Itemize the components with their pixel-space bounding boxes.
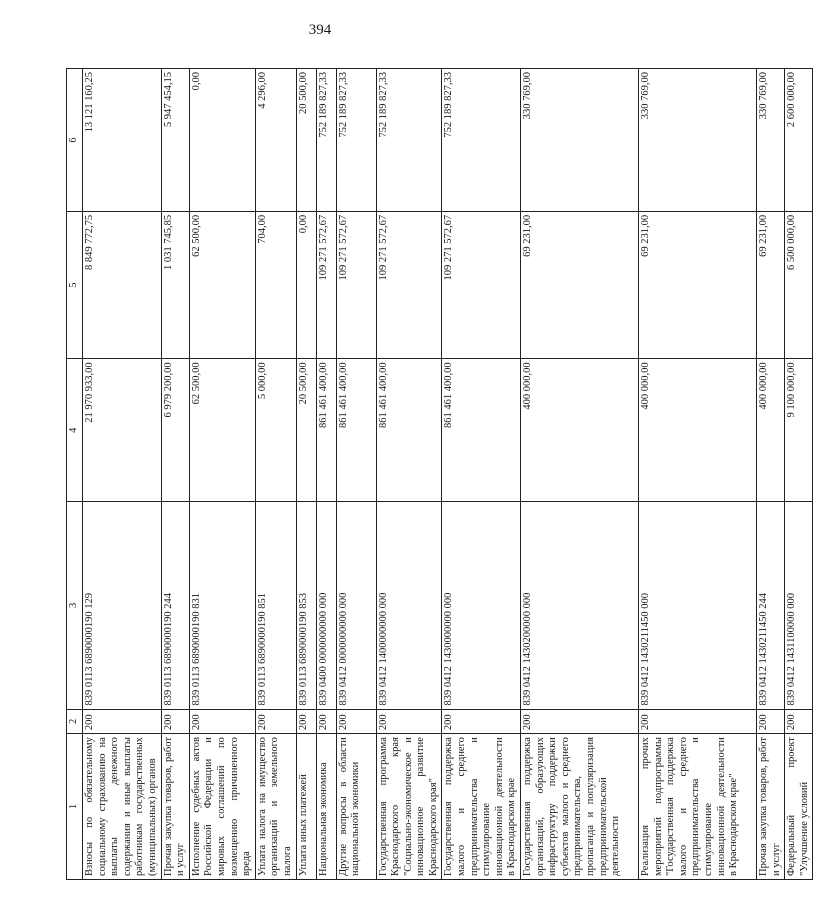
- table-cell: Федеральный проект "Улучшение условий: [785, 734, 813, 880]
- table-cell: Исполнение судебных актов Российской Федерации и мировых соглашений по возмещению причиненного вреда: [189, 734, 255, 880]
- table-cell: 839 0400 0000000000 000: [316, 502, 336, 709]
- table-row: [161, 69, 189, 880]
- table-cell: 0,00: [189, 69, 255, 212]
- table-cell: 13 121 160,25: [83, 69, 162, 212]
- table-cell: 109 271 572,67: [336, 211, 376, 358]
- table-cell: 69 231,00: [639, 211, 757, 358]
- table-cell: Государственная поддержка малого и среднего предпринимательства и стимулирование инновационной деятельности в Краснодарском крае: [442, 734, 521, 880]
- table-cell: 330 769,00: [639, 69, 757, 212]
- table-cell: 69 231,00: [757, 211, 785, 358]
- table-cell: 200: [83, 709, 162, 734]
- table-cell: 200: [296, 709, 316, 734]
- table-cell: 200: [255, 709, 296, 734]
- table-cell: Государственная программа Краснодарского края "Социально-экономическое и инновационное развитие Краснодарского края": [376, 734, 442, 880]
- table-cell: 839 0412 1400000000 000: [376, 502, 442, 709]
- table-cell: 109 271 572,67: [442, 211, 521, 358]
- table-cell: 704,00: [255, 211, 296, 358]
- table-cell: 200: [639, 709, 757, 734]
- table-cell: 109 271 572,67: [316, 211, 336, 358]
- table-row: [785, 69, 813, 880]
- table-cell: 839 0113 6890000190 831: [189, 502, 255, 709]
- table-cell: 400 000,00: [757, 359, 785, 502]
- header-cell: 2: [67, 709, 83, 734]
- header-cell: 6: [67, 69, 83, 212]
- table-cell: 62 500,00: [189, 211, 255, 358]
- table-cell: 839 0412 0000000000 000: [336, 502, 376, 709]
- table-cell: 839 0412 1430000000 000: [442, 502, 521, 709]
- table-cell: 2 600 000,00: [785, 69, 813, 212]
- header-cell: 1: [67, 734, 83, 880]
- table-cell: 4 296,00: [255, 69, 296, 212]
- table-row: [757, 69, 785, 880]
- table-cell: 839 0113 6890000190 853: [296, 502, 316, 709]
- table-cell: 839 0113 6890000190 851: [255, 502, 296, 709]
- table-cell: 752 189 827,33: [376, 69, 442, 212]
- table-cell: 0,00: [296, 211, 316, 358]
- table-cell: 5 947 454,15: [161, 69, 189, 212]
- table-row: [255, 69, 296, 880]
- table-cell: 6 500 000,00: [785, 211, 813, 358]
- table-cell: 200: [785, 709, 813, 734]
- table-cell: 752 189 827,33: [316, 69, 336, 212]
- table-cell: 861 461 400,00: [316, 359, 336, 502]
- table-cell: 1 031 745,85: [161, 211, 189, 358]
- table-cell: 752 189 827,33: [336, 69, 376, 212]
- table-cell: 400 000,00: [639, 359, 757, 502]
- table-cell: Уплата налога на имущество организаций и земельного налога: [255, 734, 296, 880]
- table-cell: 839 0412 1430211450 000: [639, 502, 757, 709]
- table-row: [442, 69, 521, 880]
- table-row: [83, 69, 162, 880]
- table-cell: 9 100 000,00: [785, 359, 813, 502]
- table-cell: 62 500,00: [189, 359, 255, 502]
- table-cell: 20 500,00: [296, 359, 316, 502]
- table-cell: 5 000,00: [255, 359, 296, 502]
- table-cell: 839 0412 1431100000 000: [785, 502, 813, 709]
- table-cell: 200: [521, 709, 639, 734]
- table-cell: 330 769,00: [757, 69, 785, 212]
- table-cell: 839 0412 1430200000 000: [521, 502, 639, 709]
- table-row: [521, 69, 639, 880]
- table-cell: 200: [376, 709, 442, 734]
- table-cell: 8 849 772,75: [83, 211, 162, 358]
- table-row: [639, 69, 757, 880]
- header-cell: 5: [67, 211, 83, 358]
- table-cell: Прочая закупка товаров, работ и услуг: [757, 734, 785, 880]
- budget-table: [66, 68, 813, 880]
- table-cell: 752 189 827,33: [442, 69, 521, 212]
- rotated-table-container: [66, 68, 810, 880]
- table-row: [316, 69, 336, 880]
- table-cell: Реализация прочих мероприятий подпрограммы "Государственная поддержка малого и среднего предпринимательства и стимулирование инновационной деятельности в Краснодарском крае": [639, 734, 757, 880]
- header-row: [67, 69, 83, 880]
- table-cell: 21 970 933,00: [83, 359, 162, 502]
- header-cell: 3: [67, 502, 83, 709]
- table-cell: 839 0412 1430211450 244: [757, 502, 785, 709]
- table-cell: Государственная поддержка организаций, образующих инфраструктуру поддержки субъектов малого и среднего предпринимательства, пропаганда и популяризация предпринимательской деятельности: [521, 734, 639, 880]
- table-row: [336, 69, 376, 880]
- table-cell: 200: [189, 709, 255, 734]
- table-cell: 20 500,00: [296, 69, 316, 212]
- table-body: [67, 69, 813, 880]
- table-cell: 200: [442, 709, 521, 734]
- table-cell: Взносы по обязательному социальному страхованию на выплаты денежного содержания и иные выплаты работникам государственных (муниципальных) органов: [83, 734, 162, 880]
- table-cell: 200: [757, 709, 785, 734]
- table-cell: Уплата иных платежей: [296, 734, 316, 880]
- table-cell: 6 979 200,00: [161, 359, 189, 502]
- header-cell: 4: [67, 359, 83, 502]
- table-cell: 200: [336, 709, 376, 734]
- table-row: [376, 69, 442, 880]
- table-cell: 400 000,00: [521, 359, 639, 502]
- table-cell: 200: [161, 709, 189, 734]
- table-cell: Национальная экономика: [316, 734, 336, 880]
- page-number: 394: [308, 22, 332, 38]
- table-cell: 861 461 400,00: [376, 359, 442, 502]
- table-cell: 839 0113 6890000190 129: [83, 502, 162, 709]
- table-cell: Прочая закупка товаров, работ и услуг: [161, 734, 189, 880]
- table-cell: 200: [316, 709, 336, 734]
- table-cell: 69 231,00: [521, 211, 639, 358]
- table-row: [296, 69, 316, 880]
- table-cell: Другие вопросы в области национальной экономики: [336, 734, 376, 880]
- table-cell: 839 0113 6890000190 244: [161, 502, 189, 709]
- table-cell: 330 769,00: [521, 69, 639, 212]
- table-cell: 109 271 572,67: [376, 211, 442, 358]
- table-cell: 861 461 400,00: [336, 359, 376, 502]
- table-cell: 861 461 400,00: [442, 359, 521, 502]
- table-row: [189, 69, 255, 880]
